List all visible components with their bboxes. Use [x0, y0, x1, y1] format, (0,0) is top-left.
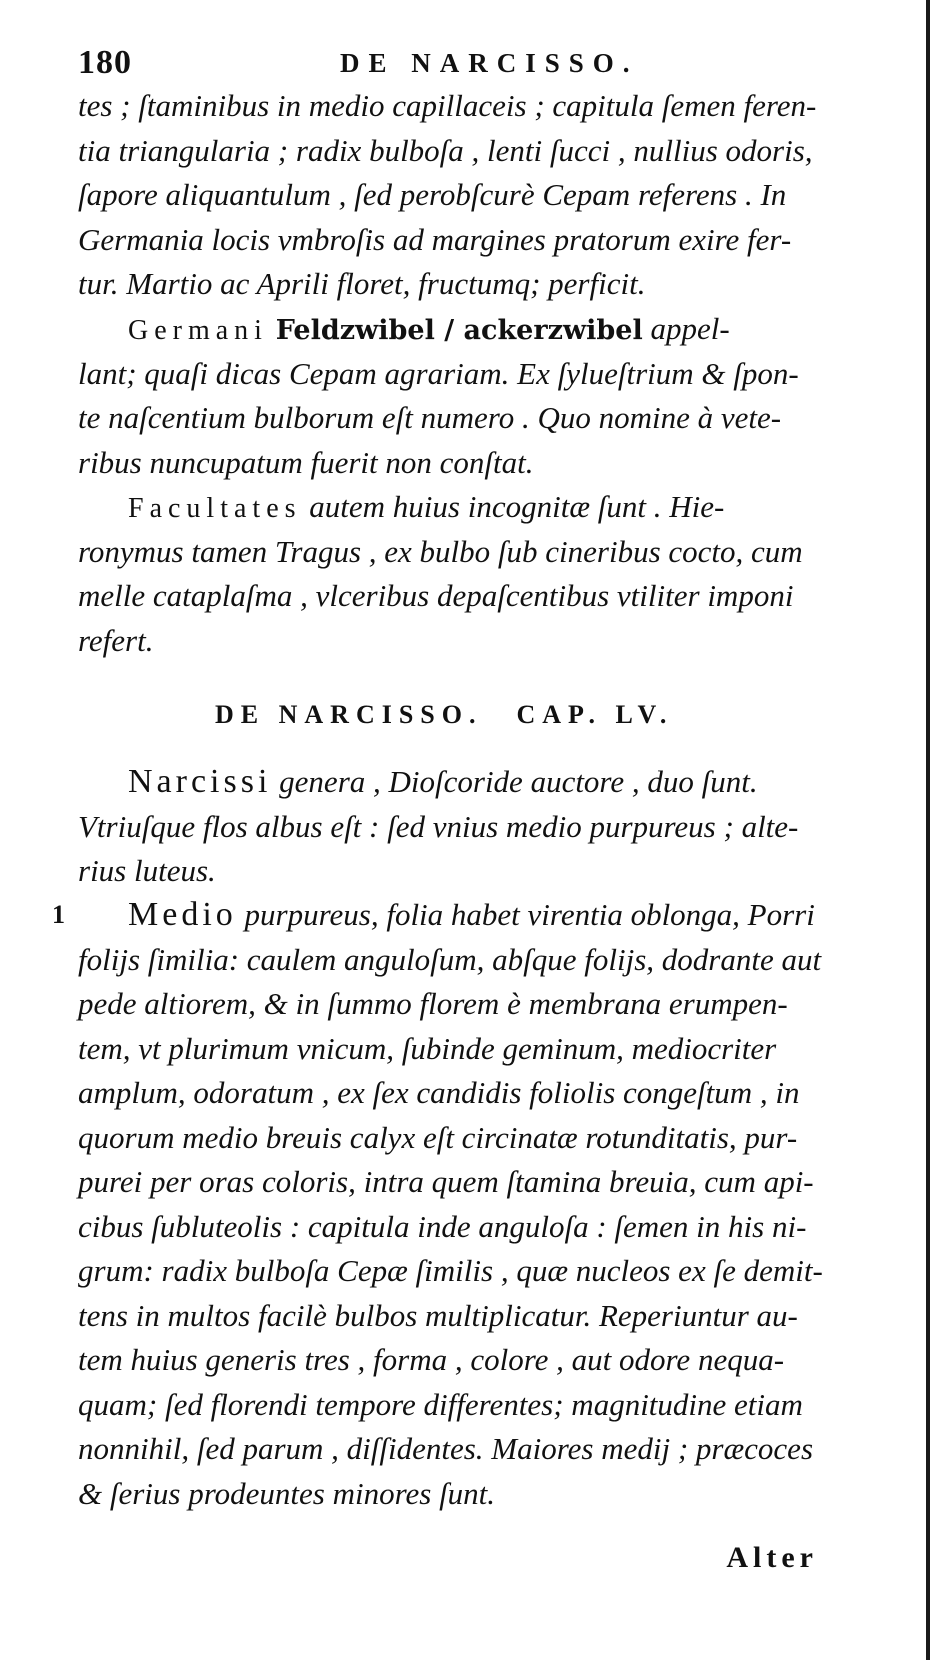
text-line: lant; quaſi dicas Cepam agrariam. Ex ſylueſtrium & ſpon-	[78, 355, 799, 391]
text-line: ribus nuncupatum fuerit non conſtat.	[78, 444, 534, 480]
running-head: DE NARCISSO.	[340, 48, 639, 78]
text-line: rius luteus.	[78, 853, 216, 888]
paragraph-germani	[78, 307, 868, 485]
chapter-heading	[215, 700, 673, 730]
text-line: quorum medio breuis calyx eſt circinatæ rotunditatis, pur-	[78, 1119, 798, 1155]
chapter-title: DE NARCISSO.	[215, 700, 483, 729]
text-line: ronymus tamen Tragus , ex bulbo ſub cineribus cocto, cum	[78, 533, 803, 569]
page-edge-shadow	[926, 0, 930, 1660]
text-line: tia triangularia ; radix bulboſa , lenti ſucci , nullius odoris,	[78, 132, 813, 168]
line-rest: genera , Dioſcoride auctore , duo ſunt.	[279, 764, 758, 799]
text-line: cibus ſubluteolis : capitula inde anguloſa : ſemen in his ni-	[78, 1208, 807, 1244]
page-header	[78, 44, 868, 84]
paragraph-facultates	[78, 485, 868, 663]
text-line	[78, 307, 868, 352]
line-rest: autem huius incognitæ ſunt . Hie-	[309, 489, 725, 524]
text-line: melle cataplaſma , vlceribus depaſcentibus vtiliter imponi	[78, 578, 794, 613]
text-line: tens in multos facilè bulbos multiplicatur. Reperiuntur au-	[78, 1297, 798, 1333]
text-line: amplum, odoratum , ex ſex candidis foliolis congeſtum , in	[78, 1075, 800, 1110]
text-line: grum: radix bulboſa Cepæ ſimilis , quæ nucleos ex ſe demit-	[78, 1253, 823, 1288]
paragraph-medio	[78, 893, 868, 1516]
text-line: pede altiorem, & in ſummo florem è membrana erumpen-	[78, 986, 788, 1021]
text-line: Germania locis vmbroſis ad margines pratorum exire fer-	[78, 221, 792, 257]
catchword: Alter	[726, 1541, 818, 1574]
text-line: purei per oras coloris, intra quem ſtamina breuia, cum api-	[78, 1164, 814, 1199]
text-line: folijs ſimilia: caulem anguloſum, abſque folijs, dodrante aut	[78, 941, 822, 977]
german-names: Feldzwibel / ackerzwibel	[275, 315, 643, 346]
lead-word: Facultates	[128, 493, 302, 524]
text-line: tur. Martio ac Aprili floret, fructumq; perficit.	[78, 266, 646, 301]
text-line	[78, 485, 868, 530]
paragraph-narcissi	[78, 760, 868, 894]
text-line	[78, 760, 868, 805]
chapter-number: CAP. LV.	[516, 700, 674, 729]
text-line: tem huius generis tres , forma , colore , aut odore nequa-	[78, 1342, 785, 1377]
paragraph-continuation	[78, 84, 868, 307]
text-line: tes ; ſtaminibus in medio capillaceis ; capitula ſemen feren-	[78, 88, 817, 123]
line-rest: appel-	[650, 311, 730, 346]
line-rest: purpureus, folia habet virentia oblonga, Porri	[244, 897, 815, 932]
text-line: Vtriuſque flos albus eſt : ſed vnius medio purpureus ; alte-	[78, 808, 799, 844]
text-line: refert.	[78, 622, 154, 658]
text-line: nonnihil, ſed parum , diſſidentes. Maiores medij ; præcoces	[78, 1431, 814, 1466]
text-line: ſapore aliquantulum , ſed perobſcurè Cepam referens . In	[78, 177, 787, 212]
text-line: quam; ſed florendi tempore differentes; magnitudine etiam	[78, 1386, 803, 1422]
marginal-number: 1	[52, 900, 65, 929]
text-line: tem, vt plurimum vnicum, ſubinde geminum, mediocriter	[78, 1030, 777, 1066]
lead-word: Narcissi	[128, 763, 272, 800]
page-number: 180	[78, 44, 132, 81]
text-line: te naſcentium bulborum eſt numero . Quo nomine à vete-	[78, 400, 782, 435]
lead-word: Germani	[128, 315, 268, 346]
lead-word: Medio	[128, 896, 237, 933]
text-line	[78, 893, 868, 938]
text-line: & ſerius prodeuntes minores ſunt.	[78, 1475, 496, 1511]
